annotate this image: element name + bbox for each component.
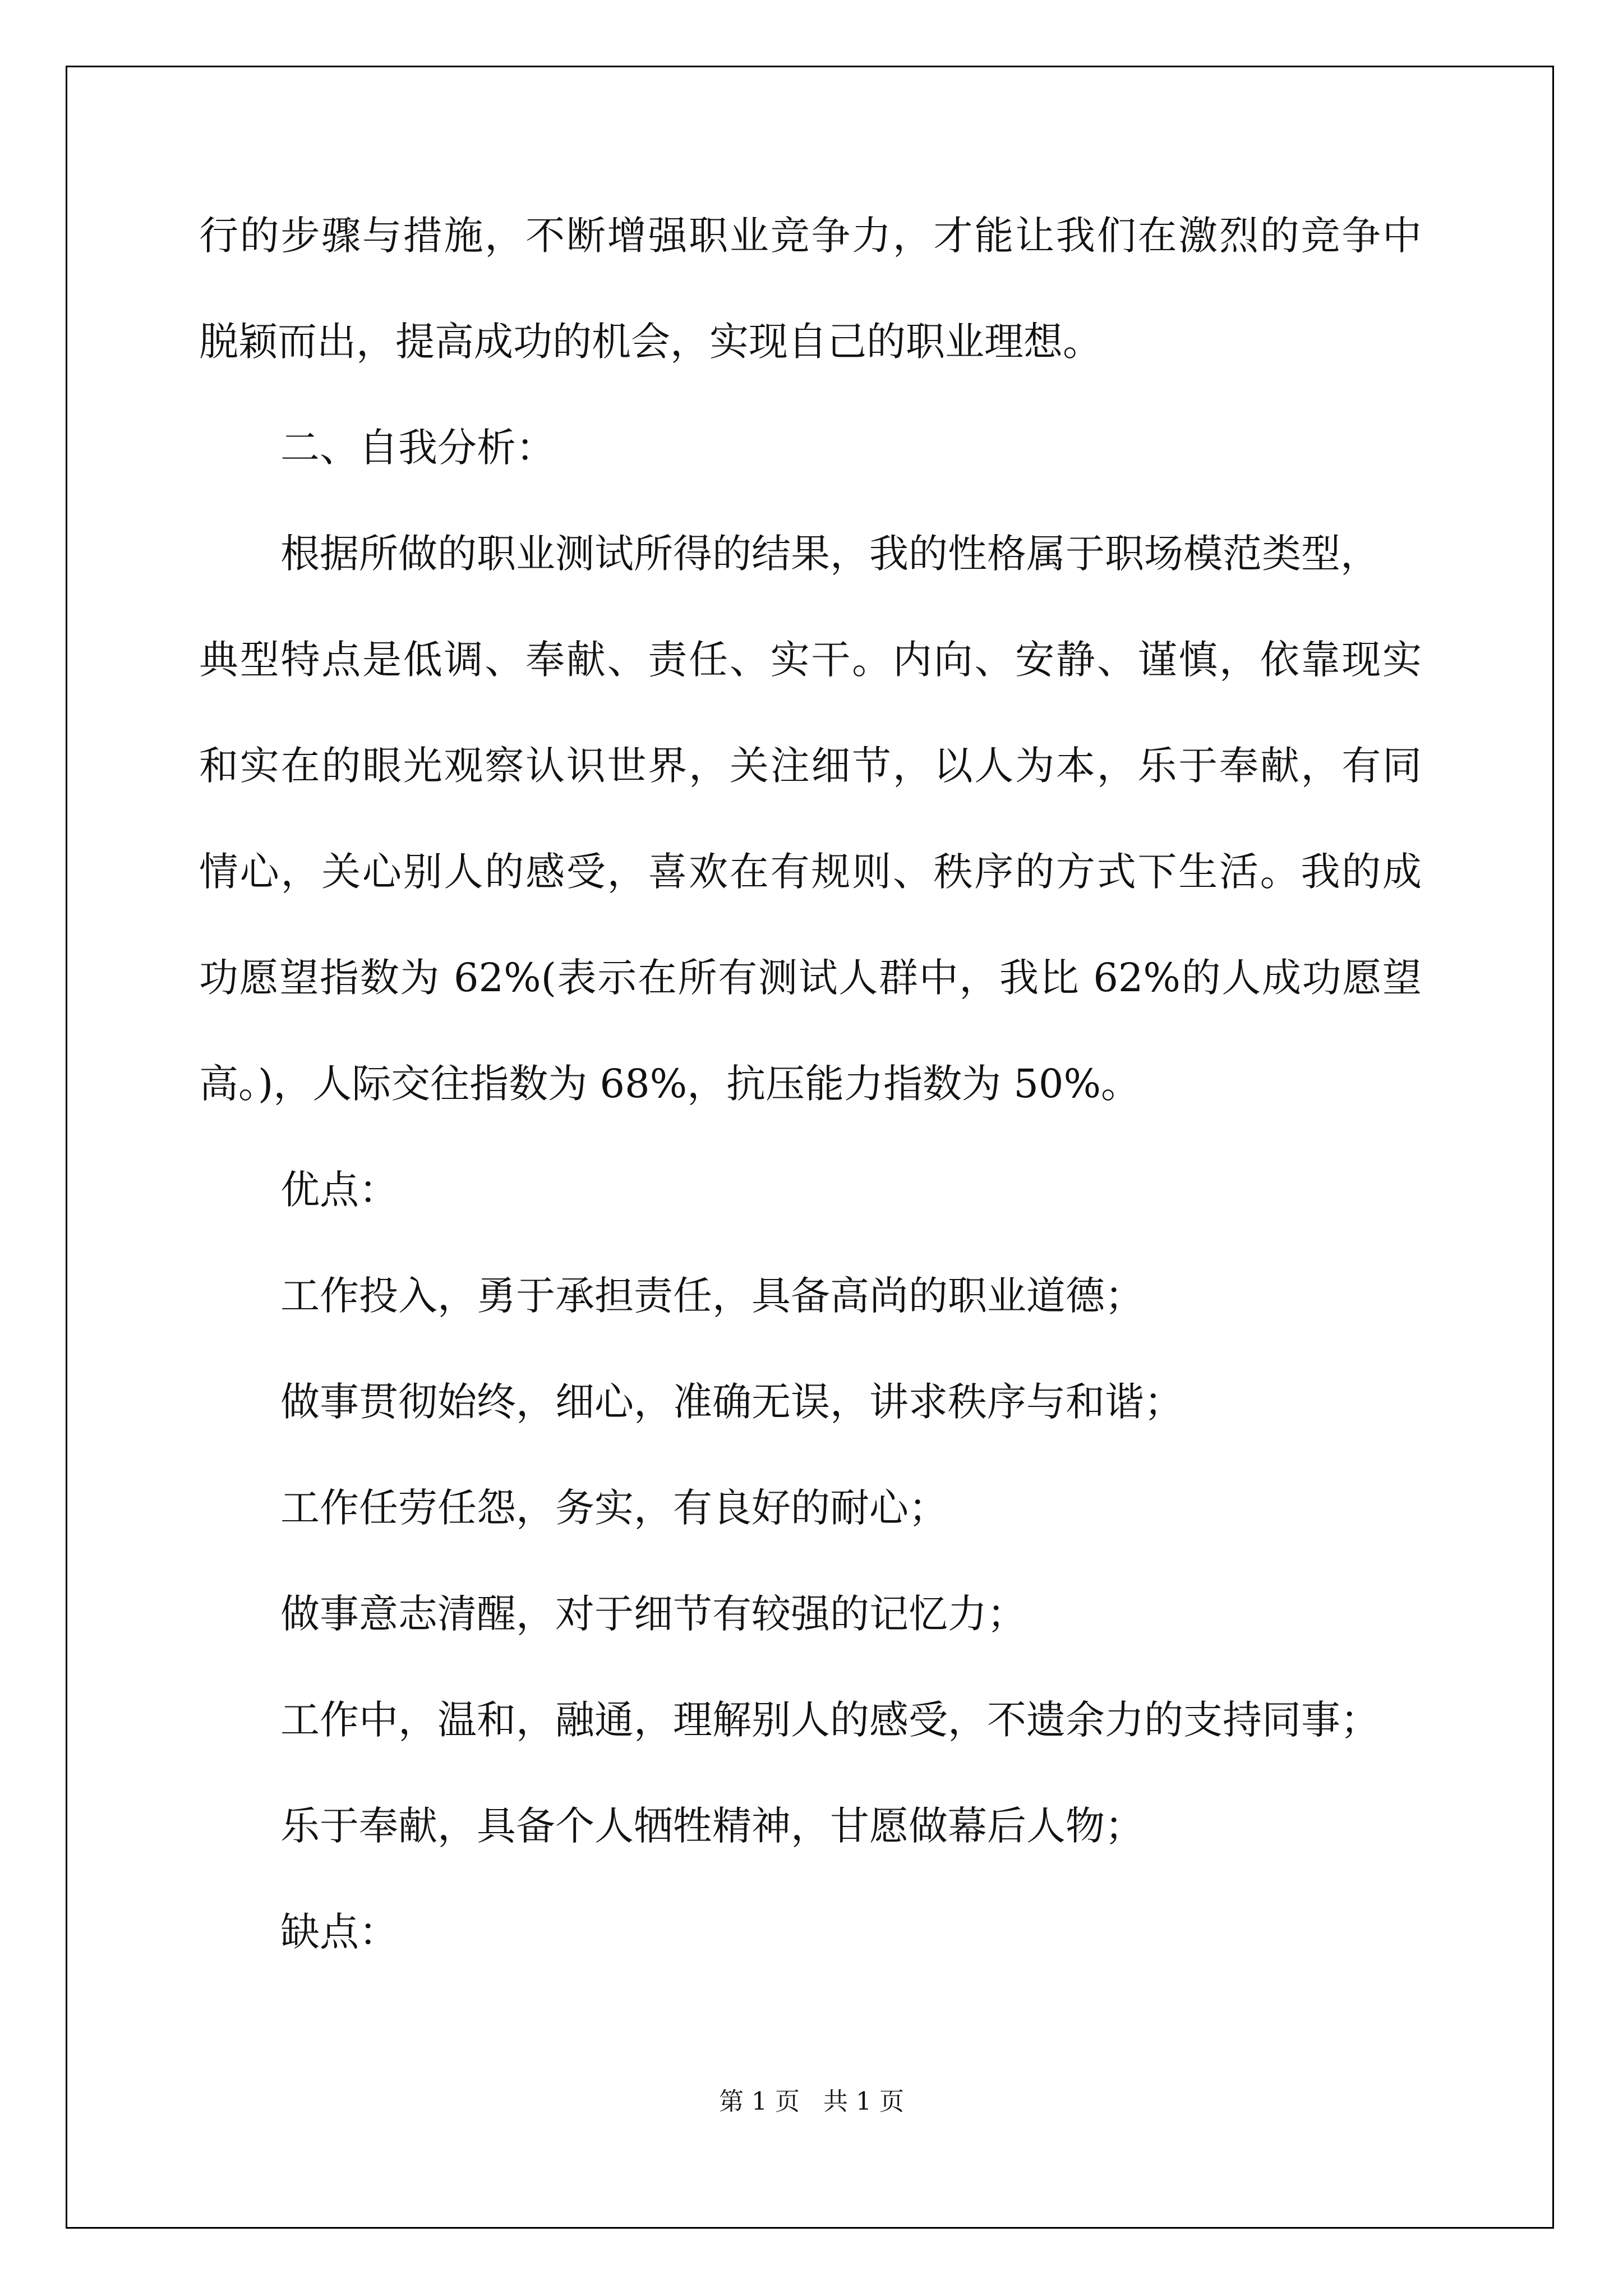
text-line: 工作中，温和，融通，理解别人的感受，不遗余力的支持同事； (280, 1697, 1380, 1743)
text-line: 优点： (280, 1167, 398, 1213)
text-line: 情心，关心别人的感受，喜欢在有规则、秩序的方式下生活。我的成 (199, 849, 1422, 895)
text-line: 工作投入，勇于承担责任，具备高尚的职业道德； (280, 1273, 1144, 1319)
text-line: 做事意志清醒，对于细节有较强的记忆力； (280, 1591, 1026, 1637)
text-line: 做事贯彻始终，细心，准确无误，讲求秩序与和谐； (280, 1379, 1183, 1425)
text-line: 工作任劳任怨，务实，有良好的耐心； (280, 1485, 948, 1531)
page-border (66, 66, 1554, 2229)
text-line: 脱颖而出，提高成功的机会，实现自己的职业理想。 (199, 319, 1102, 365)
text-line: 缺点： (280, 1909, 398, 1955)
page-footer: 第 1 页 共 1 页 (719, 2087, 904, 2116)
text-line: 乐于奉献，具备个人牺牲精神，甘愿做幕后人物； (280, 1803, 1144, 1849)
text-line: 典型特点是低调、奉献、责任、实干。内向、安静、谨慎，依靠现实 (199, 637, 1422, 683)
text-line: 功愿望指数为 62%(表示在所有测试人群中，我比 62%的人成功愿望 (199, 955, 1422, 1001)
text-line: 二、自我分析： (280, 425, 555, 471)
text-line: 行的步骤与措施，不断增强职业竞争力，才能让我们在激烈的竞争中 (199, 213, 1422, 259)
text-line: 根据所做的职业测试所得的结果，我的性格属于职场模范类型， (280, 531, 1380, 577)
text-line: 和实在的眼光观察认识世界，关注细节，以人为本，乐于奉献，有同 (199, 743, 1422, 789)
text-line: 高。)，人际交往指数为 68%，抗压能力指数为 50%。 (199, 1061, 1140, 1107)
